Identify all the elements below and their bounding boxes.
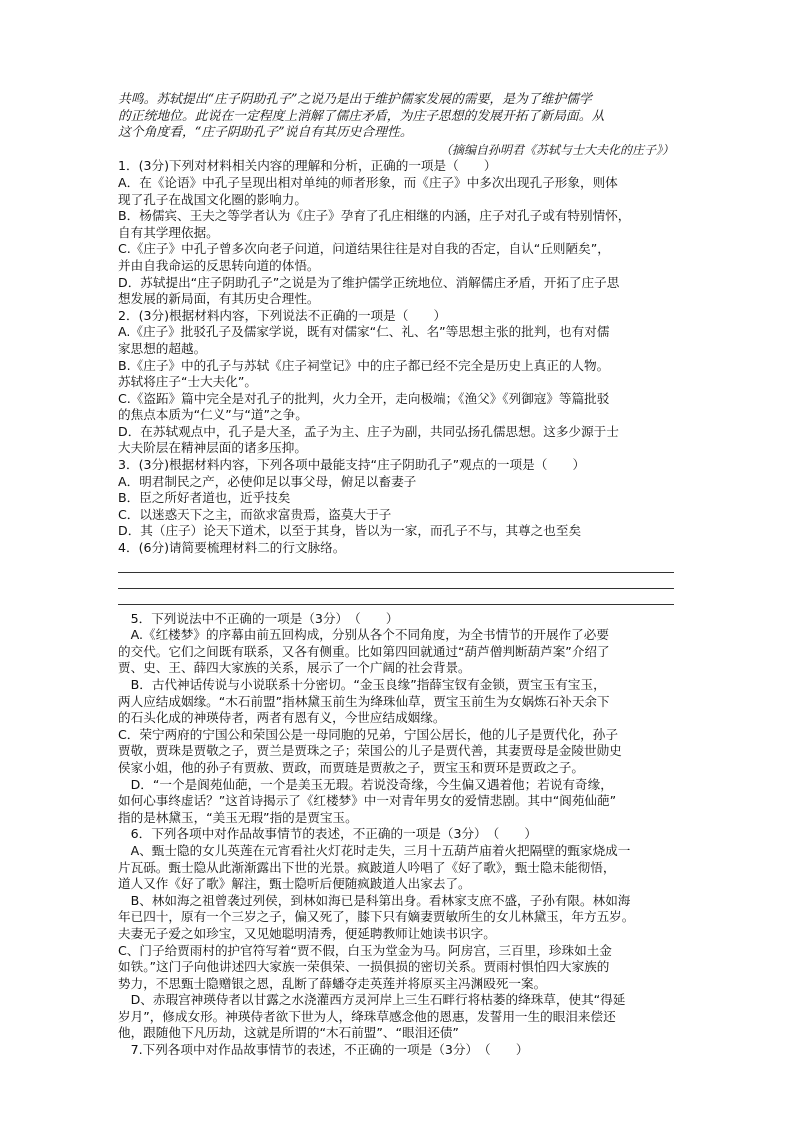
question-4: [118, 540, 674, 605]
question-1: [118, 158, 674, 307]
option-line: 的石头化成的神瑛侍者，两者有恩有义，今世应结成姻缘。: [118, 710, 446, 726]
option-line: 现了孔子在战国文化圈的影响力。: [118, 191, 307, 207]
option-line: 年已四十，原有一个三岁之子，偏又死了，膝下只有嫡妻贾敏所生的女儿林黛玉，年方五岁。: [118, 909, 635, 925]
option-line: 想发展的新局面，有其历史合理性。: [118, 291, 320, 307]
option-line: 岁月”，修成女形。神瑛侍者欲下世为人，绛珠草感念他的恩惠，发誓用一生的眼泪来偿还: [118, 1008, 616, 1024]
option-line: B．杨儒宾、王夫之等学者认为《庄子》孕育了孔庄相继的内涵，庄子对孔子或有特别情怀，: [118, 208, 631, 224]
question-stem: 2．(3分)根据材料内容，下列说法不正确的一项是（ ）: [118, 307, 447, 323]
question-stem: 4．(6分)请简要梳理材料二的行文脉络。: [118, 540, 346, 556]
option-line: 自有其学理依据。: [118, 224, 219, 240]
option-line: B、林如海之祖曾袭过列侯，到林如海已是科第出身。看林家支庶不盛，子孙有限。林如海: [118, 892, 631, 908]
option-line: D．苏轼提出“庄子阴助孔子”之说是为了维护儒学正统地位、消解儒庄矛盾，开拓了庄子思: [118, 274, 620, 290]
option-line: C、门子给贾雨村的护官符写着“贾不假，白玉为堂金为马。阿房宫，三百里，珍珠如土金: [118, 942, 612, 958]
option-line: 如何心事终虚话？”这首诗揭示了《红楼梦》中一对青年男女的爱情悲剧。其中“阆苑仙葩”: [118, 793, 617, 809]
question-7: [118, 1042, 674, 1059]
question-3: [118, 457, 674, 540]
text-line: 的正统地位。此说在一定程度上消解了儒庄矛盾，为庄子思想的发展开拓了新局面。从: [118, 108, 605, 124]
option-line: C．荣宁两府的宁国公和荣国公是一母同胞的兄弟，宁国公居长，他的儿子是贾代化，孙子: [118, 726, 618, 742]
option-line: 势力，不思甄士隐赠银之恩，乱断了薛蟠夺走英莲并将原买主冯渊殴死一案。: [118, 975, 547, 991]
question-stem: 1．(3分)下列对材料相关内容的理解和分析，正确的一项是（ ）: [118, 158, 497, 174]
intro-paragraph: [118, 92, 674, 158]
option-line: C.《庄子》中孔子曾多次向老子问道，问道结果往往是对自我的否定，自认“丘则陋矣”，: [118, 241, 610, 257]
option-line: D、赤瑕宫神瑛侍者以甘露之水浇灌西方灵河岸上三生石畔行将枯萎的绛珠草，使其“得延: [118, 992, 626, 1008]
option-line: B.《庄子》中的孔子与苏轼《庄子祠堂记》中的庄子都已经不完全是历史上真正的人物。: [118, 357, 610, 373]
option-line: D．在苏轼观点中，孔子是大圣，孟子为主、庄子为副，共同弘扬孔儒思想。这多少源于士: [118, 423, 619, 439]
option-line: 苏轼将庄子“士大夫化”。: [118, 374, 257, 390]
option-line: A．在《论语》中孔子呈现出相对单纯的师者形象，而《庄子》中多次出现孔子形象，则体: [118, 174, 618, 190]
option-line: D．其（庄子）论天下道术，以至于其身，皆以为一家，而孔子不与，其尊之也至矣: [118, 523, 582, 539]
option-line: 侯家小姐，他的孙子有贾赦、贾政，而贾琏是贾赦之子，贾宝玉和贾环是贾政之子。: [118, 759, 584, 775]
option-line: A、甄士隐的女儿英莲在元宵看社火灯花时走失，三月十五葫芦庙着火把隔壁的甄家烧成一: [118, 842, 631, 858]
option-line: A.《红楼梦》的序幕由前五回构成，分别从各个不同角度，为全书情节的开展作了必要: [118, 627, 609, 643]
answer-line[interactable]: [118, 573, 674, 589]
source-citation: （摘编自孙明君《苏轼与士大夫化的庄子》）: [439, 142, 674, 157]
option-line: 贾敬，贾珠是贾敬之子，贾兰是贾珠之子；荣国公的儿子是贾代善，其妻贾母是金陵世勋史: [118, 743, 622, 759]
question-stem: 3．(3分)根据材料内容，下列各项中最能支持“庄子阴助孔子”观点的一项是（ ）: [118, 457, 586, 473]
option-line: 两人应结成姻缘。“木石前盟”指林黛玉前生为绛珠仙草，贾宝玉前生为女娲炼石补天余下: [118, 693, 610, 709]
document-page: [118, 92, 674, 1059]
option-line: 片瓦砾。甄士隐从此渐渐露出下世的光景。疯跛道人吟唱了《好了歌》，甄士隐未能彻悟，: [118, 859, 616, 875]
question-stem: 6．下列各项中对作品故事情节的表述，不正确的一项是（3分） （ ）: [118, 826, 538, 842]
option-line: 夫妻无子爱之如珍宝，又见她聪明清秀，便延聘教师让她读书识字。: [118, 925, 496, 941]
text-line: 这个角度看，“庄子阴助孔子”说自有其历史合理性。: [118, 125, 413, 141]
question-6: [118, 826, 674, 1042]
question-stem: 7.下列各项中对作品故事情节的表述，不正确的一项是（3分） （ ）: [118, 1042, 529, 1058]
answer-line[interactable]: [118, 589, 674, 605]
option-line: A.《庄子》批驳孔子及儒家学说，既有对儒家“仁、礼、名”等思想主张的批判，也有对儒: [118, 324, 610, 340]
option-line: 如铁。”这门子向他讲述四大家族一荣俱荣、一损俱损的密切关系。贾雨村惧怕四大家族的: [118, 959, 610, 975]
answer-line[interactable]: [118, 557, 674, 573]
option-line: A．明君制民之产，必使仰足以事父母，俯足以畜妻子: [118, 473, 417, 489]
option-line: 并由自我命运的反思转向道的体悟。: [118, 257, 320, 273]
option-line: 贾、史、王、薛四大家族的关系，展示了一个广阔的社会背景。: [118, 660, 471, 676]
option-line: 大夫阶层在精神层面的诸多压抑。: [118, 440, 307, 456]
question-5: [118, 611, 674, 827]
option-line: C.《盗跖》篇中完全是对孔子的批判，火力全开，走向极端；《渔父》《列御寇》等篇批驳: [118, 390, 610, 406]
option-line: 指的是林黛玉，“美玉无瑕”指的是贾宝玉。: [118, 809, 358, 825]
text-line: 共鸣。苏轼提出“庄子阴助孔子”之说乃是出于维护儒家发展的需要，是为了维护儒学: [118, 92, 592, 107]
option-line: B．古代神话传说与小说联系十分密切。“金玉良缘”指薛宝钗有金锁，贾宝玉有宝玉，: [118, 677, 606, 692]
option-line: 家思想的超越。: [118, 340, 207, 356]
option-line: 的交代。它们之间既有联系，又各有侧重。比如第四回就通过“葫芦僧判断葫芦案”介绍了: [118, 643, 610, 659]
question-stem: 5．下列说法中不正确的一项是（3分） （ ）: [118, 610, 399, 626]
option-line: 他，跟随他下凡历劫，这就是所谓的“木石前盟”、“眼泪还债”: [118, 1025, 459, 1041]
option-line: B．臣之所好者道也，近乎技矣: [118, 490, 291, 506]
option-line: D．“一个是阆苑仙葩，一个是美玉无瑕。若说没奇缘，今生偏又遇着他；若说有奇缘，: [118, 776, 613, 792]
option-line: 道人又作《好了歌》解注，甄士隐听后便随疯跛道人出家去了。: [118, 876, 471, 892]
question-2: [118, 308, 674, 457]
option-line: 的焦点本质为“仁义”与“道”之争。: [118, 407, 308, 423]
option-line: C．以迷惑天下之主，而欲求富贵焉，盗莫大于子: [118, 506, 392, 522]
